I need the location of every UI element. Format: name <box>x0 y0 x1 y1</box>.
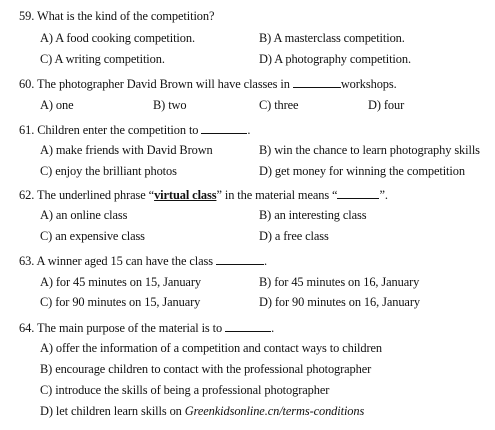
question-stem-before: The underlined phrase “ <box>36 188 155 202</box>
question-stem-before: A winner aged 15 can have the class <box>36 254 213 268</box>
question-stem-after: workshops. <box>340 77 397 91</box>
question-64 <box>19 320 274 335</box>
question-number: 60. <box>19 77 35 91</box>
option-text: D) let children learn skills on <box>40 404 185 418</box>
answer-blank <box>337 187 379 199</box>
option-64-b: B) encourage children to contact with the professional photographer <box>40 362 372 376</box>
underlined-phrase: virtual class <box>154 188 217 202</box>
option-59-c: C) A writing competition. <box>40 52 165 66</box>
question-62 <box>19 187 388 202</box>
option-60-b: B) two <box>153 98 187 112</box>
question-stem-after: ”. <box>379 188 388 202</box>
option-63-b: B) for 45 minutes on 16, January <box>259 275 420 289</box>
question-number: 59. <box>19 9 35 23</box>
question-number: 62. <box>19 188 35 202</box>
question-number: 61. <box>19 123 35 137</box>
option-63-c: C) for 90 minutes on 15, January <box>40 295 201 309</box>
answer-blank <box>225 320 271 332</box>
option-62-b: B) an interesting class <box>259 208 367 222</box>
option-64-c: C) introduce the skills of being a professional photographer <box>40 383 330 397</box>
question-stem-before: Children enter the competition to <box>37 123 199 137</box>
option-60-a: A) one <box>40 98 74 112</box>
question-60 <box>19 76 397 91</box>
question-stem-before: The main purpose of the material is to <box>36 321 223 335</box>
question-number: 63. <box>19 254 35 268</box>
option-61-b: B) win the chance to learn photography skills <box>259 143 480 157</box>
option-59-d: D) A photography competition. <box>259 52 411 66</box>
question-number: 64. <box>19 321 35 335</box>
option-64-a: A) offer the information of a competition and contact ways to children <box>40 341 383 355</box>
option-61-d: D) get money for winning the competition <box>259 164 465 178</box>
question-59 <box>19 9 214 24</box>
answer-blank <box>201 122 247 134</box>
option-62-d: D) a free class <box>259 229 329 243</box>
website-text: Greenkidsonline.cn/terms-conditions <box>184 404 365 418</box>
option-62-a: A) an online class <box>40 208 128 222</box>
answer-blank <box>293 76 341 88</box>
option-63-a: A) for 45 minutes on 15, January <box>40 275 201 289</box>
option-64-d <box>40 404 364 419</box>
option-60-d: D) four <box>368 98 405 112</box>
question-stem-after: . <box>263 254 267 268</box>
option-59-b: B) A masterclass competition. <box>259 31 405 45</box>
question-stem: What is the kind of the competition? <box>36 9 215 23</box>
question-stem-middle: ” in the material means “ <box>216 188 338 202</box>
option-60-c: C) three <box>259 98 299 112</box>
option-59-a: A) A food cooking competition. <box>40 31 195 45</box>
option-63-d: D) for 90 minutes on 16, January <box>259 295 420 309</box>
option-61-c: C) enjoy the brilliant photos <box>40 164 177 178</box>
answer-blank <box>216 253 264 265</box>
question-stem-after: . <box>247 123 251 137</box>
question-61 <box>19 122 250 137</box>
question-63 <box>19 253 267 268</box>
question-stem-after: . <box>271 321 275 335</box>
option-61-a: A) make friends with David Brown <box>40 143 213 157</box>
option-62-c: C) an expensive class <box>40 229 145 243</box>
question-stem-before: The photographer David Brown will have classes in <box>36 77 290 91</box>
